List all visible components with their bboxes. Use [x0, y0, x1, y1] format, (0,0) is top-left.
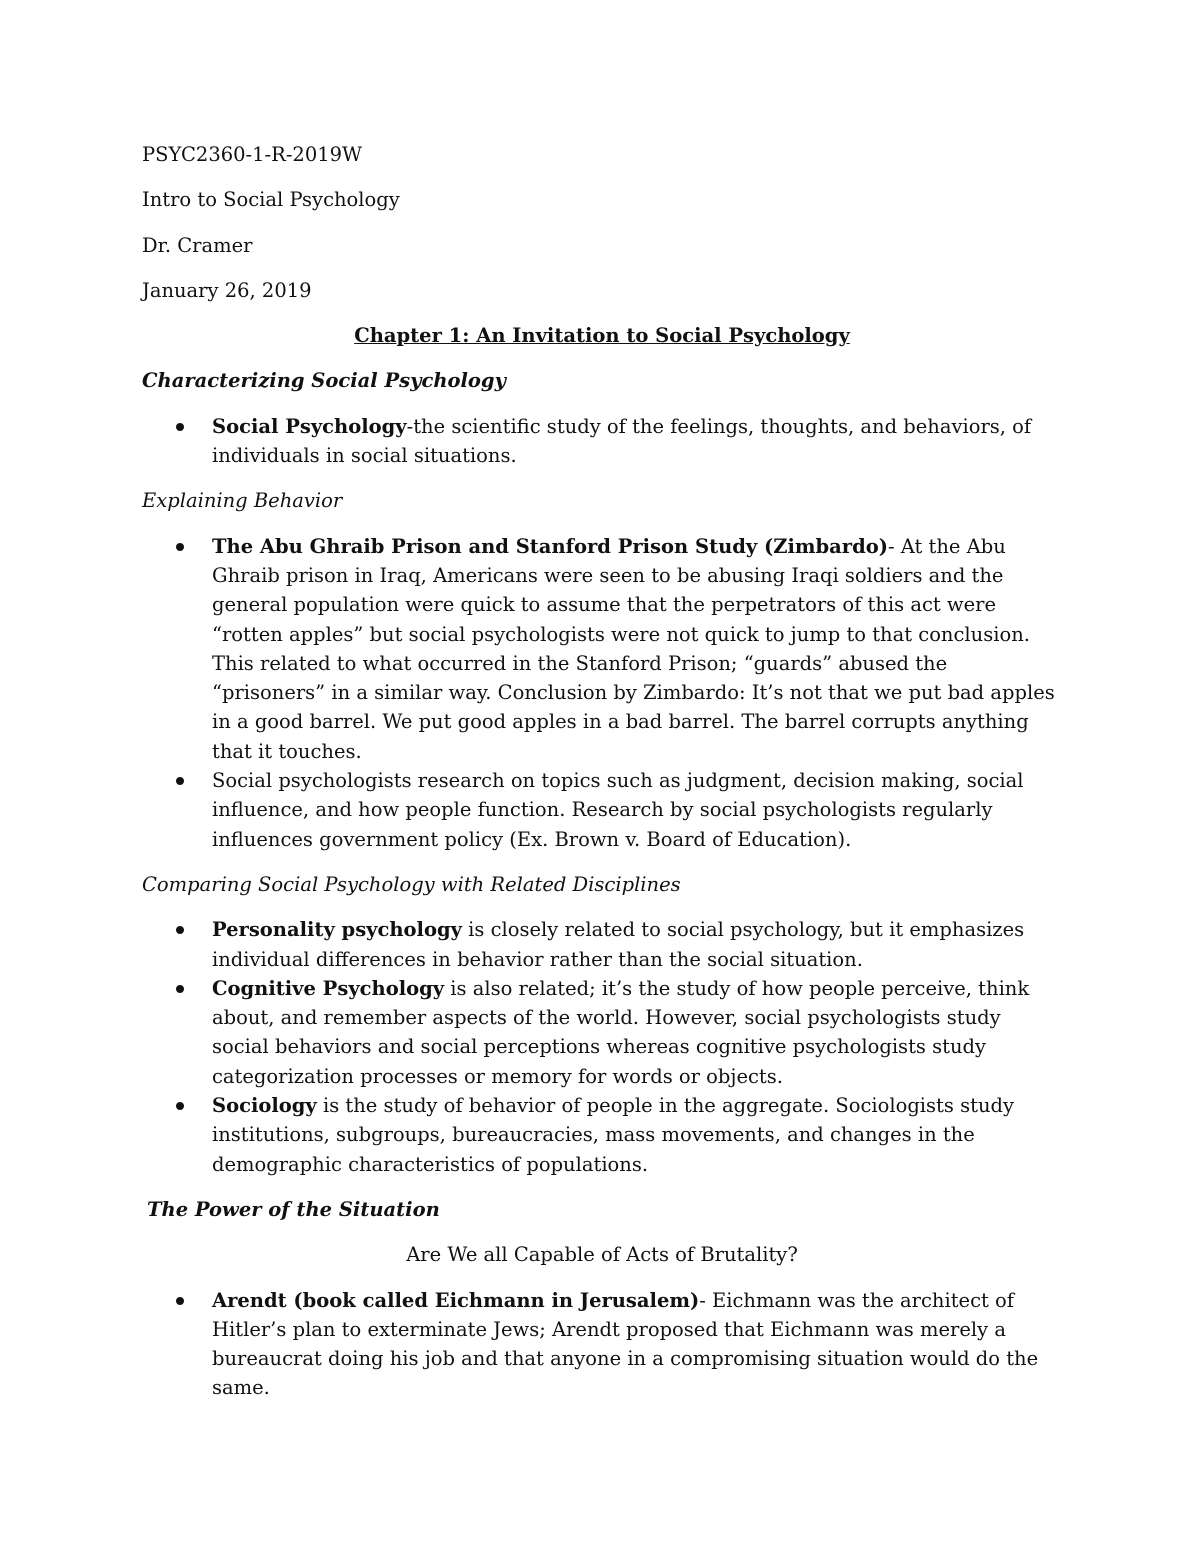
term-label: Sociology: [212, 1094, 317, 1118]
bullet-icon: [176, 543, 184, 551]
section-heading-characterizing: Characterizing Social Psychology: [142, 369, 506, 393]
bullet-icon: [176, 926, 184, 934]
instructor-name: Dr. Cramer: [142, 233, 253, 257]
item-text: is also related; it’s the study of how people perceive, think about, and remember aspects of the world. However, social psychologists study social behaviors and social perceptions whereas cognitive psychologists study categorization processes or memory for words or objects.: [212, 976, 1030, 1088]
section-subheading-brutality: Are We all Capable of Acts of Brutality?: [406, 1243, 798, 1267]
list-item: [142, 532, 1062, 766]
term-label: The Abu Ghraib Prison and Stanford Prison Study (Zimbardo): [212, 534, 888, 558]
document-date: January 26, 2019: [142, 278, 312, 302]
item-text: Social psychologists research on topics such as judgment, decision making, social influence, and how people function. Research by social psychologists regularly influences government policy (Ex. Brown v. Board of Education).: [212, 769, 1024, 851]
item-text: is the study of behavior of people in the aggregate. Sociologists study institutions, subgroups, bureaucracies, mass movements, and changes in the demographic characteristics of populations.: [212, 1094, 1014, 1176]
course-code: PSYC2360-1-R-2019W: [142, 143, 363, 166]
list-item: [142, 915, 1062, 974]
item-text: - At the Abu Ghraib prison in Iraq, Americans were seen to be abusing Iraqi soldiers and the general population were quick to assume that the perpetrators of this act were “rotten apples” but social psychologists were not quick to jump to that conclusion. This related to what occurred in the Stanford Prison; “guards” abused the “prisoners” in a similar way. Conclusion by Zimbardo: It’s not that we put bad apples in a good barrel. We put good apples in a bad barrel. The barrel corrupts anything that it touches.: [212, 534, 1055, 763]
term-label: Social Psychology: [212, 414, 407, 438]
list-characterizing: [142, 412, 1062, 471]
chapter-title: Chapter 1: An Invitation to Social Psychology: [354, 324, 850, 348]
bullet-icon: [176, 777, 184, 785]
item-text: is closely related to social psychology, but it emphasizes individual differences in behavior rather than the social situation.: [212, 918, 1025, 971]
section-heading-comparing: Comparing Social Psychology with Related Disciplines: [142, 872, 681, 896]
list-explaining: [142, 532, 1062, 854]
bullet-icon: [176, 985, 184, 993]
list-comparing: [142, 915, 1062, 1179]
list-item: [142, 974, 1062, 1091]
bullet-icon: [176, 423, 184, 431]
list-item: [142, 766, 1062, 854]
term-label: Personality psychology: [212, 918, 462, 942]
item-text: -the scientific study of the feelings, thoughts, and behaviors, of individuals in social situations.: [212, 414, 1032, 468]
list-item: [142, 1091, 1062, 1179]
document-body: [142, 140, 1062, 1419]
section-heading-explaining: Explaining Behavior: [142, 489, 343, 513]
term-label: Cognitive Psychology: [212, 976, 445, 1000]
bullet-icon: [176, 1102, 184, 1110]
item-text: - Eichmann was the architect of Hitler’s plan to exterminate Jews; Arendt proposed that Eichmann was merely a bureaucrat doing his job and that anyone in a compromising situation would do the same.: [212, 1288, 1039, 1400]
bullet-icon: [176, 1297, 184, 1305]
list-item: [142, 1286, 1062, 1403]
list-item: [142, 412, 1062, 471]
course-name: Intro to Social Psychology: [142, 188, 400, 212]
term-label: Arendt (book called Eichmann in Jerusalem): [212, 1288, 700, 1312]
list-power: [142, 1286, 1062, 1403]
section-heading-power: The Power of the Situation: [147, 1197, 440, 1221]
